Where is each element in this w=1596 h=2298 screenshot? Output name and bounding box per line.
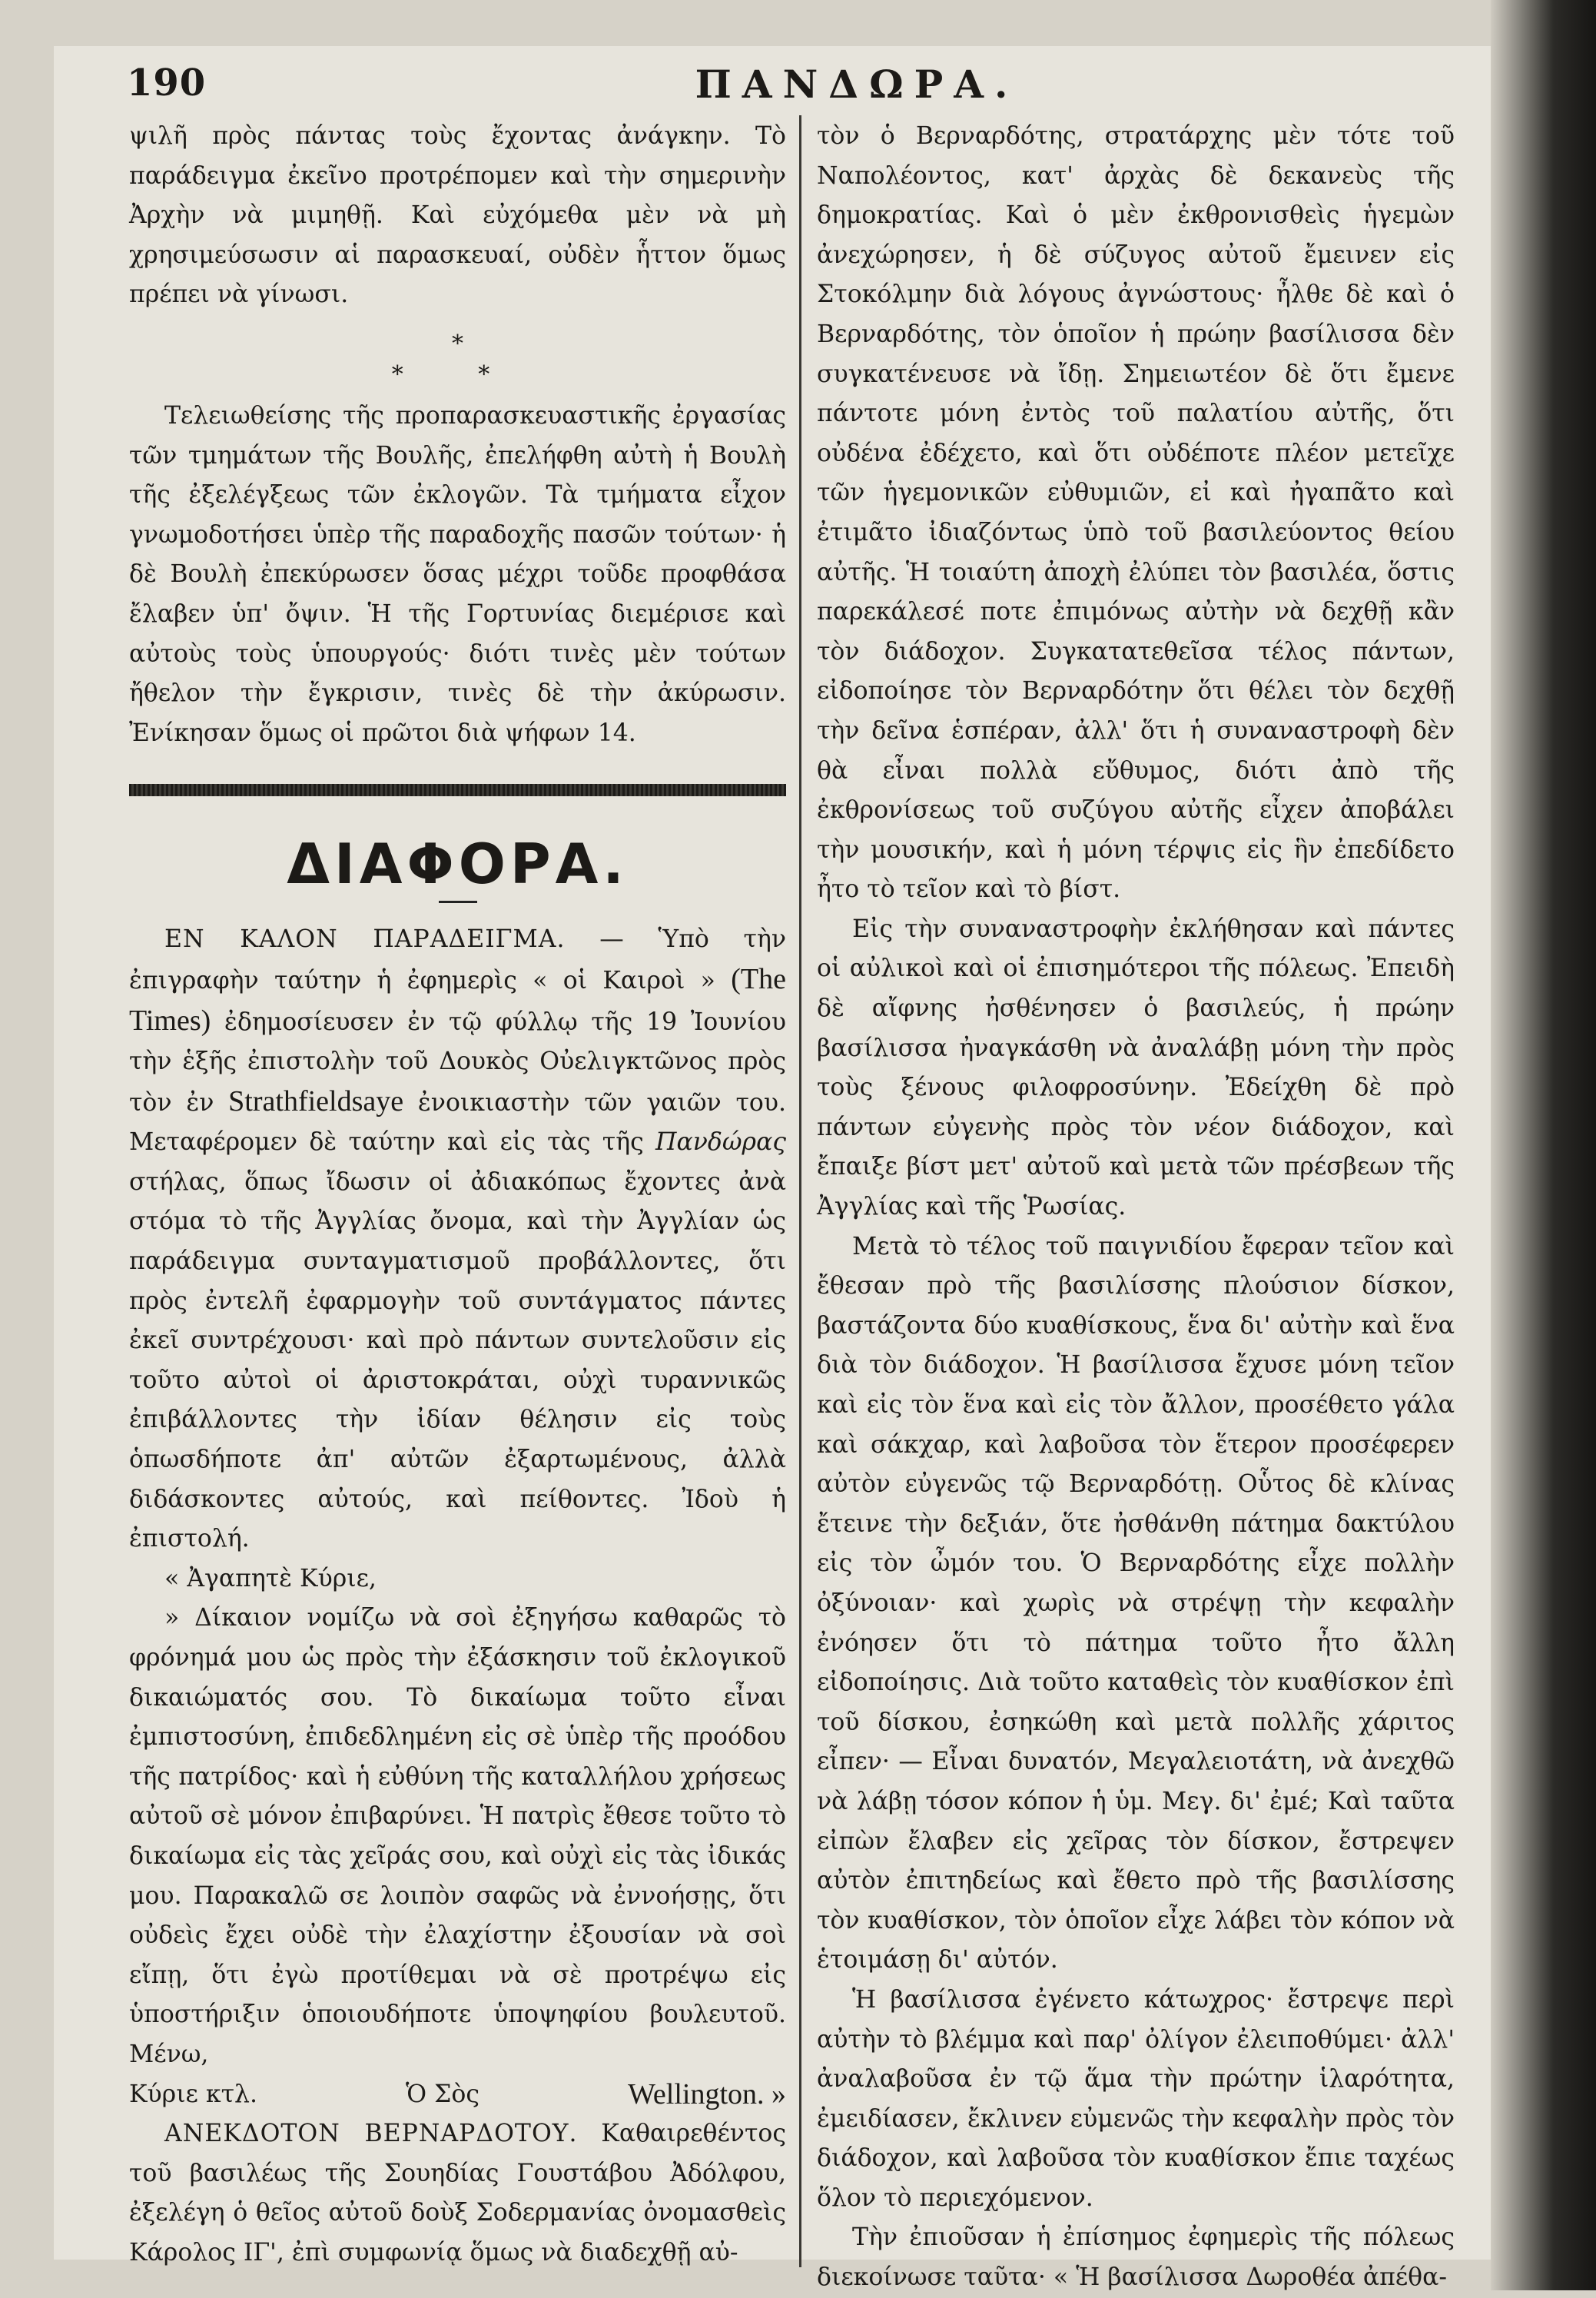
paragraph-bernadotte-4: Ἡ βασίλισσα ἐγένετο κάτωχρος· ἔστρεψε περὶ αὐτὴν τὸ βλέμμα καὶ παρ' ὀλίγον ἐλειποθύμει· ἀλλ' ἀναλαβοῦσα ἐν τῷ ἅμα τὴν πρώτην ἱλαρότητα, ἐμειδίασεν, ἔκλινεν εὐμενῶς τὴν κεφαλὴν πρὸς τὸν διάδοχον, καὶ λαβοῦσα τὸν κυαθίσκον ἔπιε ταχέως ὅλον τὸ περιεχόμενον.	[817, 1985, 1455, 2212]
article-bernadotte-anecdote: ΑΝΕΚΔΟΤΟΝ ΒΕΡΝΑΡΔΟΤΟΥ. Καθαιρεθέντος τοῦ βασιλέως τῆς Σουηδίας Γουστάβου Ἀδόλφου, ἐξελέγη ὁ θεῖος αὐτοῦ δοὺξ Σοδερμανίας ὀνομασθεὶς Κάρολος ΙΓ', ἐπὶ συμφωνίᾳ ὅμως νὰ διαδεχθῇ αὐ-	[129, 2120, 786, 2266]
paragraph-parliament-elections: Τελειωθείσης τῆς προπαρασκευαστικῆς ἐργασίας τῶν τμημάτων τῆς Βουλῆς, ἐπελήφθη αὐτὴ ἡ Βουλὴ τῆς ἐξελέγξεως τῶν ἐκλογῶν. Τὰ τμήματα εἶχον γνωμοδοτήσει ὑπὲρ τῆς παραδοχῆς πασῶν τούτων· ἡ δὲ Βουλὴ ἐπεκύρωσεν ὅσας μέχρι τοῦδε προφθάσα ἔλαβεν ὑπ' ὄψιν. Ἡ τῆς Γορτυνίας διεμέρισε καὶ αὐτοὺς τοὺς ὑπουργούς· διότι τινὲς μὲν τούτων ἤθελον τὴν ἔγκρισιν, τινὲς δὲ τὴν ἀκύρωσιν. Ἐνίκησαν ὅμως οἱ πρῶτοι διὰ ψήφων 14.	[129, 401, 786, 747]
page-number: 190	[127, 61, 207, 105]
article-good-example: ΕΝ ΚΑΛΟΝ ΠΑΡΑΔΕΙΓΜΑ. — Ὑπὸ τὴν ἐπιγραφὴν ταύτην ἡ ἐφημερὶς « οἱ Καιροὶ » (The Times) ἐδημοσίευσεν ἐν τῷ φύλλῳ τῆς 19 Ἰουνίου τὴν ἑξῆς ἐπιστολὴν τοῦ Δουκὸς Οὐελιγκτῶνος πρὸς τὸν ἐν Strathfieldsaye ἐνοικιαστὴν τῶν γαιῶν του. Μεταφέρομεν δὲ ταύτην καὶ εἰς τὰς τῆς Πανδώρας στήλας, ὅπως ἴδωσιν οἱ ἀδιακόπως ἔχοντες ἀνὰ στόμα τὸ τῆς Ἀγγλίας ὄνομα, καὶ τὴν Ἀγγλίαν ὡς παράδειγμα συνταγματισμοῦ προβάλλοντες, ὅτι πρὸς ἐντελῆ ἐφαρμογὴν τοῦ συντάγματος πάντες ἐκεῖ συντρέχουσι· καὶ πρὸ πάντων συντελοῦσιν εἰς τοῦτο αὐτοὶ οἱ ἀριστοκράται, οὐχὶ τυραννικῶς ἐπιβάλλοντες τὴν ἰδίαν θέλησιν εἰς τοὺς ὁπωσδήποτε ἀπ' αὐτῶν ἐξαρτωμένους, ἀλλὰ διδάσκοντες αὐτούς, καὶ πείθοντες. Ἰδοὺ ἡ ἐπιστολή.	[129, 925, 787, 1553]
article-heading-bernadotte: ΑΝΕΚΔΟΤΟΝ ΒΕΡΝΑΡΔΟΤΟΥ.	[164, 2120, 578, 2148]
letter-body: » Δίκαιον νομίζω νὰ σοὶ ἐξηγήσω καθαρῶς τὸ φρόνημά μου ὡς πρὸς τὴν ἐξάσκησιν τοῦ ἐκλογικοῦ δικαιώματός σου. Τὸ δικαίωμα τοῦτο εἶναι ἐμπιστοσύνη, ἐπιδεδλημένη εἰς σὲ ὑπὲρ τῆς προόδου τῆς πατρίδος· καὶ ἡ εὐθύνη τῆς καταλλήλου χρήσεως αὐτοῦ σὲ μόνον ἐπιβαρύνει. Ἡ πατρὶς ἔθεσε τοῦτο τὸ δικαίωμα εἰς τὰς χεῖράς σου, καὶ οὐχὶ εἰς τὰς ἰδικάς μου. Παρακαλῶ σε λοιπὸν σαφῶς νὰ ἐννοήσῃς, ὅτι οὐδεὶς ἔχει οὐδὲ τὴν ἐλαχίστην ἐξουσίαν νὰ σοὶ εἴπῃ, ὅτι ἐγὼ προτίθεμαι νὰ σὲ προτρέψω εἰς ὑποστήριξιν ὁποιουδήποτε ὑποψηφίου βουλευτοῦ. Μένω,	[129, 1604, 786, 2068]
section-title-underline	[439, 901, 477, 903]
column-divider	[799, 115, 801, 2267]
asterism-top: *	[452, 330, 463, 357]
page-header	[127, 61, 1441, 123]
letter-salutation: « Ἀγαπητὲ Κύριε,	[164, 1564, 377, 1592]
strathfieldsaye-name: Strathfieldsaye	[228, 1084, 404, 1117]
pandora-name: Πανδώρας	[655, 1128, 786, 1157]
book-binding-shadow	[1491, 0, 1596, 2290]
paragraph-food-reserves: ψιλῆ πρὸς πάντας τοὺς ἔχοντας ἀνάγκην. Τὸ παράδειγμα ἐκεῖνο προτρέπομεν καὶ τὴν σημερινὴν Ἀρχὴν νὰ μιμηθῇ. Καὶ εὐχόμεθα μὲν νὰ μὴ χρησιμεύσωσιν αἱ παρασκευαί, οὐδὲν ἧττον ὅμως πρέπει νὰ γίνωσι.	[129, 122, 786, 309]
article-heading-good-example: ΕΝ ΚΑΛΟΝ ΠΑΡΑΔΕΙΓΜΑ.	[164, 925, 566, 954]
journal-title: ΠΑΝΔΩΡΑ.	[695, 61, 1019, 107]
paragraph-bernadotte-2: Εἰς τὴν συναναστροφὴν ἐκλήθησαν καὶ πάντες οἱ αὐλικοὶ καὶ οἱ ἐπισημότεροι τῆς πόλεως. Ἐπειδὴ δὲ αἴφνης ἠσθένησεν ὁ βασιλεύς, ἡ πρώην βασίλισσα ἠναγκάσθη νὰ ἀναλάβῃ μόνη τὴν πρὸς τοὺς ξένους φιλοφροσύνην. Ἐδείχθη δὲ πρὸ πάντων εὐγενὴς πρὸς τὸν νέον διάδοχον, καὶ ἔπαιξε βίστ μετ' αὐτοῦ καὶ μετὰ τῶν πρέσβεων τῆς Ἀγγλίας καὶ τῆς Ῥωσίας.	[817, 915, 1455, 1221]
paragraph-bernadotte-1: τὸν ὁ Βερναρδότης, στρατάρχης μὲν τότε τοῦ Ναπολέοντος, κατ' ἀρχὰς δὲ δεκανεὺς τῆς δημοκρατίας. Καὶ ὁ μὲν ἐκθρονισθεὶς ἡγεμὼν ἀνεχώρησεν, ἡ δὲ σύζυγος αὐτοῦ ἔμεινεν εἰς Στοκόλμην διὰ λόγους ἀγνώστους· ἦλθε δὲ καὶ ὁ Βερναρδότης, τὸν ὁποῖον ἡ πρώην βασίλισσα δὲν συγκατένευσε νὰ ἴδῃ. Σημειωτέον δὲ ὅτι ἔμενε πάντοτε μόνη ἐντὸς τοῦ παλατίου αὐτῆς, ὅτι οὐδένα ἐδέχετο, καὶ ὅτι οὐδέποτε πλέον μετεῖχε τῶν ἡγεμονικῶν εὐθυμιῶν, εἰ καὶ ἠγαπᾶτο καὶ ἐτιμᾶτο ἰδιαζόντως ὑπὸ τοῦ βασιλεύοντος θείου αὐτῆς. Ἡ τοιαύτη ἀποχὴ ἐλύπει τὸν βασιλέα, ὅστις παρεκάλεσέ ποτε ἐπιμόνως αὐτὴν νὰ δεχθῇ κἂν τὸν διάδοχον. Συγκατατεθεῖσα τέλος πάντων, εἰδοποίησε τὸν Βερναρδότην ὅτι θέλει τὸν δεχθῇ τὴν δεῖνα ἑσπέραν, ἀλλ' ὅτι ἡ συναναστροφὴ δὲν θὰ εἶναι πολλὰ εὔθυμος, διότι ἀπὸ τῆς ἐκθρονίσεως τοῦ συζύγου αὐτῆς εἶχεν ἀποβάλει τὴν μουσικήν, καὶ ἡ μόνη τέρψις εἰς ἣν ἐπεδίδετο ἦτο τὸ τεῖον καὶ τὸ βίστ.	[817, 122, 1455, 904]
paragraph-bernadotte-5: Τὴν ἐπιοῦσαν ἡ ἐπίσημος ἐφημερὶς τῆς πόλεως διεκοίνωσε ταῦτα· « Ἡ βασίλισσα Δωροθέα ἀπέθα-	[817, 2223, 1455, 2292]
paragraph-bernadotte-3: Μετὰ τὸ τέλος τοῦ παιγνιδίου ἔφεραν τεῖον καὶ ἔθεσαν πρὸ τῆς βασιλίσσης πλούσιον δίσκον, βαστάζοντα δύο κυαθίσκους, ἕνα δι' αὐτὴν καὶ ἕνα διὰ τὸν διάδοχον. Ἡ βασίλισσα ἔχυσε μόνη τεῖον καὶ εἰς τὸν ἕνα καὶ εἰς τὸν ἄλλον, προσέθετο γάλα καὶ σάκχαρ, καὶ λαβοῦσα τὸν ἕτερον προσέφερεν αὐτὸν εὐγενῶς τῷ Βερναρδότῃ. Οὗτος δὲ κλίνας ἔτεινε τὴν δεξιάν, ὅτε ἠσθάνθη πάτημα δακτύλου εἰς τὸν ὦμόν του. Ὁ Βερναρδότης εἶχε πολλὴν ὀξύνοιαν· καὶ χωρὶς νὰ στρέψῃ τὴν κεφαλὴν ἐνόησεν ὅτι τὸ πάτημα τοῦτο ἦτο ἄλλη εἰδοποίησις. Διὰ τοῦτο καταθεὶς τὸν κυαθίσκον ἐπὶ τοῦ δίσκου, ἐσηκώθη καὶ μετὰ πολλῆς χάριτος εἶπεν· — Εἶναι δυνατόν, Μεγαλειοτάτη, νὰ ἀνεχθῶ νὰ λάβῃ τόσον κόπον ἡ ὑμ. Μεγ. δι' ἐμέ; Καὶ ταῦτα εἰπὼν ἔλαβεν εἰς χεῖρας τὸν δίσκον, ἔστρεψεν αὐτὸν ἐπιτηδείως καὶ ἔθετο πρὸ τῆς βασιλίσσης τὸν κυαθίσκον, τὸν ὁποῖον εἶχε λάβει τὸν κόπον νὰ ἑτοιμάσῃ δι' αὐτόν.	[817, 1232, 1455, 1974]
section-divider-band	[129, 784, 786, 796]
times-name: (The Times)	[129, 962, 786, 1037]
section-title-miscellany: ΔΙΑΦΟΡΑ.	[287, 832, 629, 897]
asterism-separator	[129, 329, 786, 390]
letter-closing-yours: Ὁ Σὸς	[406, 2080, 480, 2108]
letter-signature: Wellington. »	[628, 2077, 786, 2110]
asterism-bottom: * *	[391, 360, 524, 388]
left-column	[129, 117, 786, 2273]
letter-closing-formula: Κύριε κτλ.	[129, 2080, 257, 2108]
letter-closing	[129, 2075, 786, 2115]
right-column	[817, 117, 1455, 2298]
